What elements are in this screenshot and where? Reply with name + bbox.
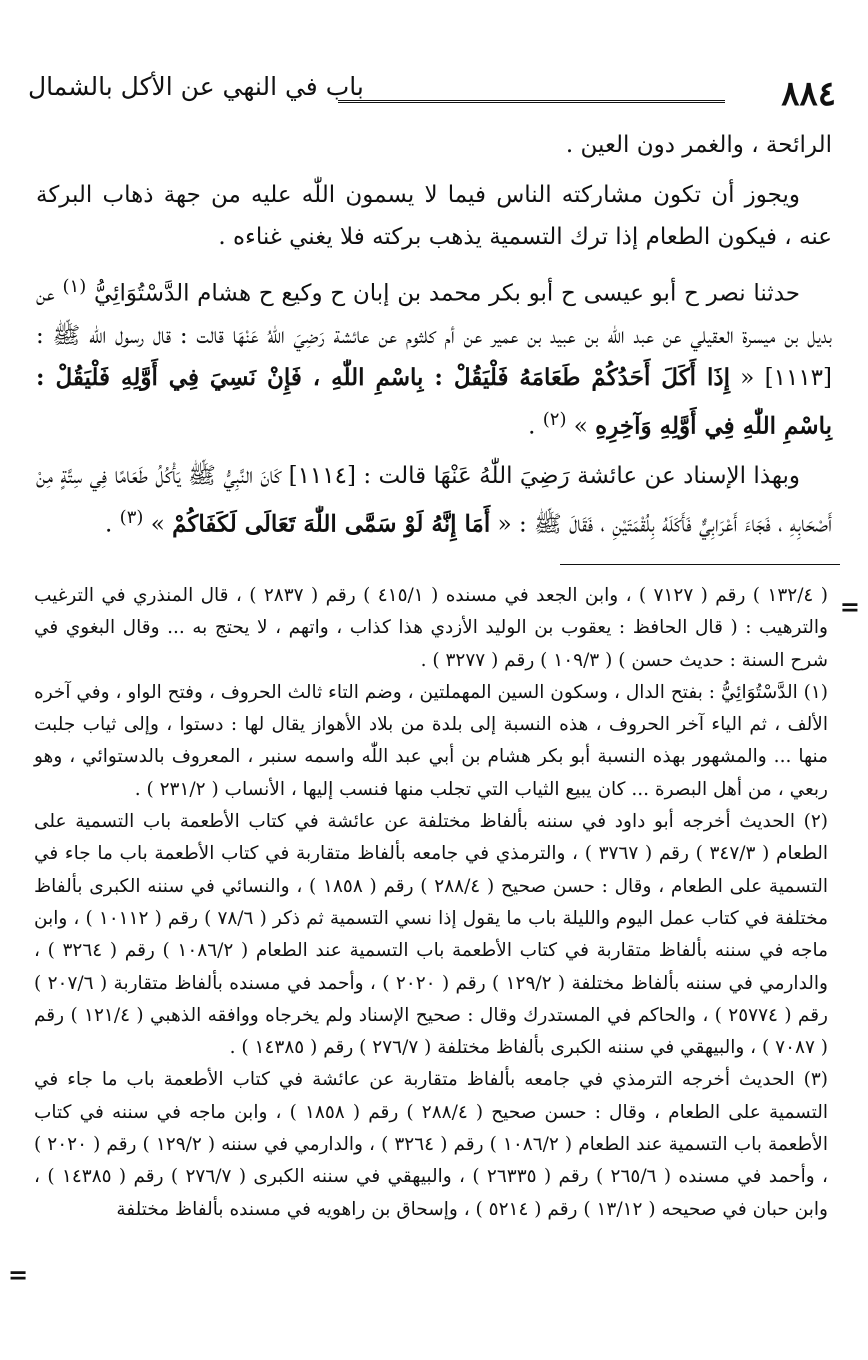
main-text — [36, 124, 832, 554]
footnotes — [34, 580, 828, 1226]
hadith-matn-bold: إِذَا أَكَلَ أَحَدُكُمْ طَعَامَهُ فَلْيَقُلْ : بِاسْمِ اللّٰهِ ، فَإِنْ نَسِيَ فِي أَوَّلِهِ فَلْيَقُلْ : بِاسْمِ اللّٰهِ فِي أَوَّلِهِ وَآخِرِهِ — [36, 363, 832, 440]
footnote-ref-3: (٣) — [119, 507, 144, 529]
footnote-3: (٣) الحديث أخرجه الترمذي في جامعه بألفاظ متقاربة عن عائشة في كتاب الأطعمة باب ما جاء في التسمية على الطعام ، وقال : حسن صحيح ( ٢٨٨/٤ ) رقم ( ١٨٥٨ ) ، وابن ماجه في سننه في كتاب الأطعمة باب التسمية عند الطعام ( ١٠٨٦/٢ ) رقم ( ٣٢٦٤ ) ، والدارمي في سننه ( ١٢٩/٢ ) رقم ( ٢٠٢٠ ) ، وأحمد في مسنده ( ٢٦٥/٦ ) رقم ( ٢٦٣٣٥ ) ، والبيهقي في سننه الكبرى ( ٢٧٦/٧ ) رقم ( ١٤٣٨٥ ) ، وابن حبان في صحيحه ( ١٣/١٢ ) رقم ( ٥٢١٤ ) ، وإسحاق بن راهويه في مسنده بألفاظ مختلفة — [34, 1069, 828, 1220]
running-title: باب في النهي عن الأكل بالشمال — [28, 72, 364, 101]
hadith-text: وبهذا الإسناد عن عائشة رَضِيَ اللّٰهُ عَنْهَا قالت : [١١١٤] كَانَ النَّبِيُّ ﷺ يَأْكُلُ طَعَامًا فِي سِتَّةٍ مِنْ أَصْحَابِهِ ، فَجَاءَ أَعْرَابِيٌّ فَأَكَلَهُ بِلُقْمَتَيْنِ ، فَقَالَ ﷺ : « — [36, 463, 832, 538]
footnote-ref-1: (١) — [62, 276, 87, 297]
hadith-quote-bold: أَمَا إِنَّهُ لَوْ سَمَّى اللّٰهَ تَعَالَى لَكَفَاكُمْ — [172, 510, 491, 538]
quote-close: » — [573, 413, 588, 440]
paragraph-1: الرائحة ، والغمر دون العين . — [565, 132, 832, 158]
continuation-mark-bottom: = — [8, 1260, 29, 1289]
header-double-rule — [338, 100, 725, 103]
page-number: ٨٨٤ — [781, 74, 836, 114]
quote-close-2: » — [150, 511, 165, 538]
continuation-mark-top: = — [839, 592, 860, 621]
footnote-2: (٢) الحديث أخرجه أبو داود في سننه بألفاظ مختلفة عن عائشة في كتاب الأطعمة باب التسمية على الطعام ( ٣٤٧/٣ ) رقم ( ٣٧٦٧ ) ، والترمذي في جامعه بألفاظ متقاربة في كتاب الأطعمة باب ما جاء في التسمية على الطعام ، وقال : حسن صحيح ( ٢٨٨/٤ ) رقم ( ١٨٥٨ ) ، والنسائي في سننه الكبرى بألفاظ مختلفة في كتاب عمل اليوم والليلة باب ما يقول إذا نسي التسمية ثم ذكر ( ٧٨/٦ ) رقم ( ١٠١١٢ ) ، وابن ماجه في سننه بألفاظ متقاربة في كتاب الأطعمة باب التسمية عند الطعام ( ١٠٨٦/٢ ) رقم ( ٣٢٦٤ ) ، والدارمي في سننه بألفاظ مختلفة ( ١٢٩/٢ ) رقم ( ٢٠٢٠ ) ، وأحمد في مسنده بألفاظ متقاربة ( ٢٠٧/٦ ) رقم ( ٢٥٧٧٤ ) ، والحاكم في المستدرك وقال : صحيح الإسناد ولم يخرجاه ووافقه الذهبي ( ١٢١/٤ ) رقم ( ٧٠٨٧ ) ، والبيهقي في سننه الكبرى بألفاظ مختلفة ( ٢٧٦/٧ ) رقم ( ١٤٣٨٥ ) . — [34, 811, 828, 1059]
footnote-ref-2: (٢) — [542, 408, 567, 430]
running-header — [28, 58, 840, 114]
paragraph-hadith-1113: حدثنا نصر ح أبو عيسى ح أبو بكر محمد بن إبان ح وكيع ح هشام الدَّسْتُوَائِيُّ $^{(١)}$ عن بديل بن ميسرة العقيلي عن عبد اللّٰه بن عبيد بن عمير عن أم كلثوم عن عائشة رَضِيَ اللّٰهُ عَنْهَا قالت : قال رسول اللّٰه ﷺ : [١١١٣] « إِذَا أَكَلَ أَحَدُكُمْ طَعَامَهُ فَلْيَقُلْ : بِاسْمِ اللّٰهِ ، فَإِنْ نَسِيَ فِي أَوَّلِهِ فَلْيَقُلْ : بِاسْمِ اللّٰهِ فِي أَوَّلِهِ وَآخِرِهِ » $^{(٢)}$ . — [36, 276, 833, 440]
footnote-1: (١) الدَّسْتُوَائِيُّ : بفتح الدال ، وسكون السين المهملتين ، وضم التاء ثالث الحروف ، وفتح الواو ، وفي آخره الألف ، ثم الياء آخر الحروف ، هذه النسبة إلى بلدة من بلاد الأهواز يقال لها : دستوا ، وإلى ثياب جلبت منها ... والمشهور بهذه النسبة أبو بكر هشام بن أبي عبد اللّٰه واسمه سنبر ، المعروف بالدستوائي ، وهو ربعي ، من أهل البصرة ... كان يبيع الثياب التي تجلب منها فنسب إليها ، الأنساب ( ٢٣١/٢ ) . — [34, 681, 828, 800]
footnote-continued: ( ١٣٢/٤ ) رقم ( ٧١٢٧ ) ، وابن الجعد في مسنده ( ٤١٥/١ ) رقم ( ٢٨٣٧ ) ، قال المنذري في الترغيب والترهيب : ( قال الحافظ : يعقوب بن الوليد الأزدي هذا كذاب ، واتهم ، لا يحتج به ... وقال البغوي في شرح السنة : حديث حسن ) ( ١٠٩/٣ ) رقم ( ٣٢٧٧ ) . — [34, 585, 828, 671]
paragraph-2: ويجوز أن تكون مشاركته الناس فيما لا يسمون اللّٰه عليه من جهة ذهاب البركة عنه ، فيكون الطعام إذا ترك التسمية يذهب بركته فلا يغني غناءه . — [36, 182, 832, 250]
isnad-text-cont: عن بديل بن ميسرة العقيلي عن عبد اللّٰه بن عبيد بن عمير عن أم كلثوم عن عائشة رَضِيَ اللّٰهُ عَنْهَا قالت : قال رسول اللّٰه ﷺ : [١١١٣] « — [36, 280, 833, 391]
paragraph-hadith-1114: وبهذا الإسناد عن عائشة رَضِيَ اللّٰهُ عَنْهَا قالت : [١١١٤] كَانَ النَّبِيُّ ﷺ يَأْكُلُ طَعَامًا فِي سِتَّةٍ مِنْ أَصْحَابِهِ ، فَجَاءَ أَعْرَابِيٌّ فَأَكَلَهُ بِلُقْمَتَيْنِ ، فَقَالَ ﷺ : « أَمَا إِنَّهُ لَوْ سَمَّى اللّٰهَ تَعَالَى لَكَفَاكُمْ » $^{(٣)}$ . — [36, 463, 832, 538]
isnad-text: حدثنا نصر ح أبو عيسى ح أبو بكر محمد بن إبان ح وكيع ح هشام الدَّسْتُوَائِيُّ — [93, 280, 800, 307]
footnote-separator — [560, 564, 840, 565]
